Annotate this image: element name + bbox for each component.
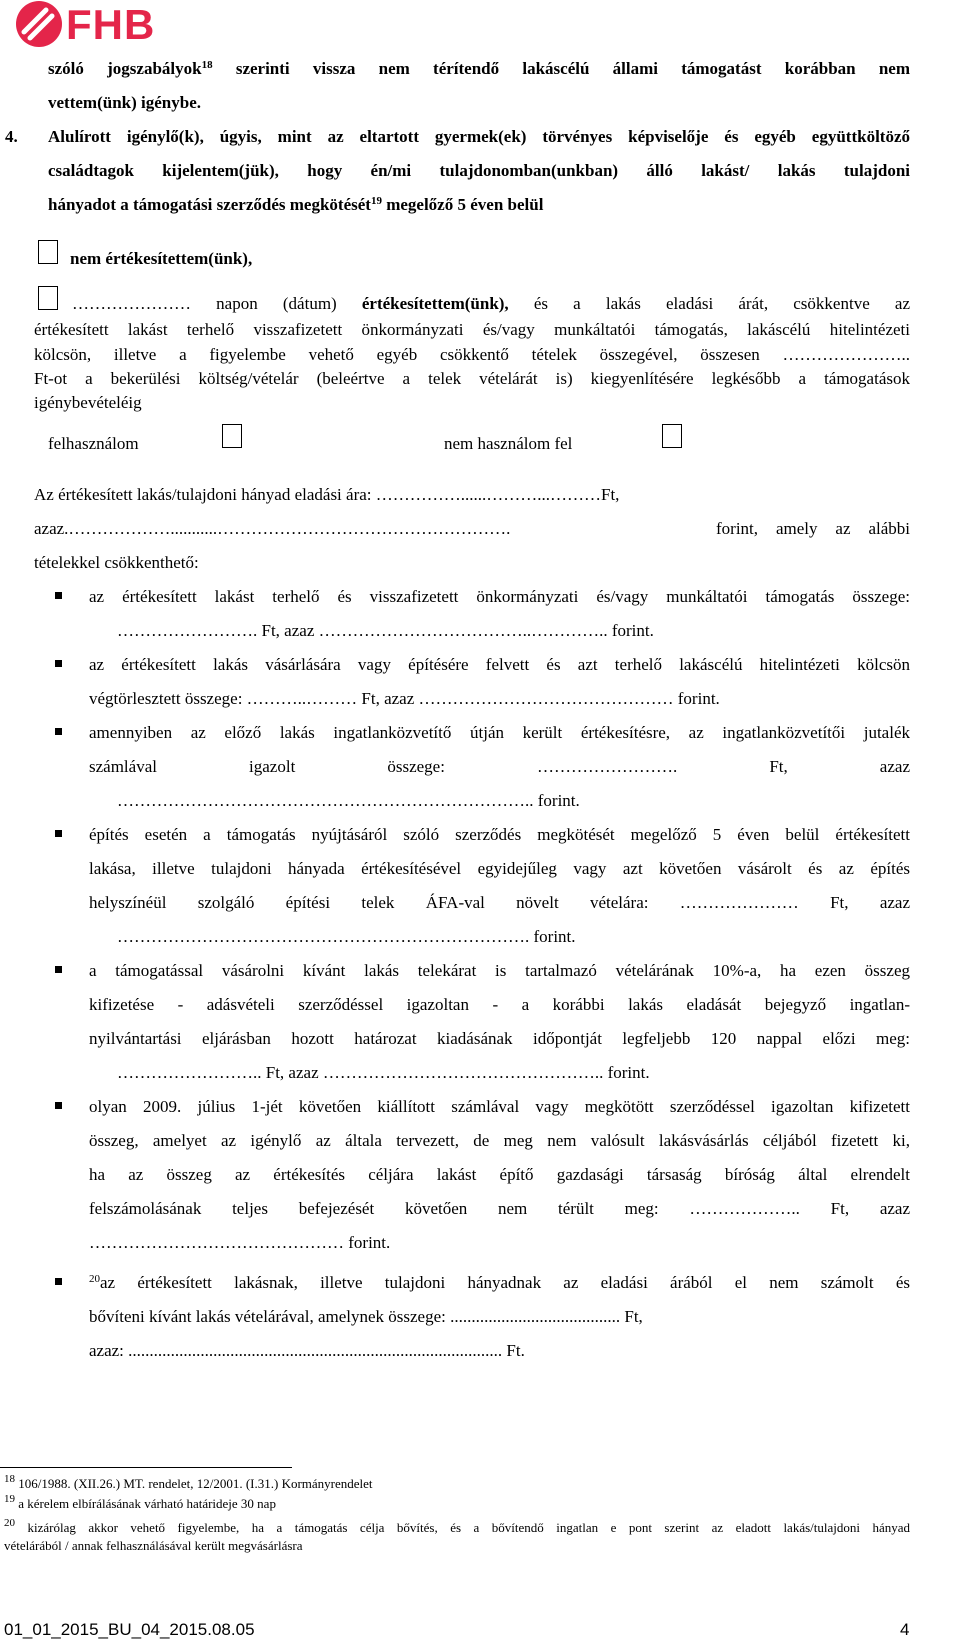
sale-price-line: Az értékesített lakás/tulajdoni hányad eladási ára: ……………......………...………Ft,: [34, 485, 620, 504]
sale-azaz-tail: forint, amely az alábbi: [716, 519, 910, 538]
b3-line1: amennyiben az előző lakás ingatlanközvetítő útján került értékesítésre, az ingatlanközvetítői jutalék: [89, 723, 910, 742]
b4-line4: ………………………………………………………………. forint.: [117, 927, 576, 946]
b5-line2: kifizetése - adásvételi szerződéssel igazoltan - a korábbi lakás eladását bejegyző ingatlan-: [89, 995, 910, 1014]
reduce-heading: tételekkel csökkenthető:: [34, 553, 199, 572]
not-uses-checkbox[interactable]: [662, 424, 682, 448]
b1-line1: az értékesített lakást terhelő és visszafizetett önkormányzati és/vagy munkáltatói támogatás összege:: [89, 587, 910, 606]
b5-line3: nyilvántartási eljárásban hozott határozat kiadásának időpontját legfeljebb 120 nappal előzi meg:: [89, 1029, 910, 1048]
b4-line1: építés esetén a támogatás nyújtásáról szóló szerződés megkötését megelőző 5 éven belül értékesített: [89, 825, 910, 844]
document-id: 01_01_2015_BU_04_2015.08.05: [4, 1620, 255, 1639]
page-number: 4: [900, 1620, 910, 1639]
sold-line5: igénybevételéig: [34, 393, 142, 412]
b6-line3: ha az összeg az értékesítés céljára lakást építő gazdasági társaság bíróság által elrendelt: [89, 1165, 910, 1184]
p4-line3: hányadot a támogatási szerződés megkötését$^{19}$ megelőző 5 éven belül: [48, 195, 544, 214]
sold-line3: kölcsön, illetve a figyelembe vehető egyéb csökkentő tételek összegével, összesen …………………..: [34, 345, 910, 364]
bullet-marker: [55, 966, 62, 973]
bullet-marker: [55, 592, 62, 599]
p3-line1: szóló jogszabályok$^{18}$ szerinti vissza nem térítendő lakáscélú állami támogatást korábban nem: [48, 59, 911, 78]
b7-line3: azaz: ........................................................................................ Ft.: [89, 1341, 525, 1360]
footnote-20-cont: vételárából / annak felhasználásával került megvásárlásra: [4, 1538, 303, 1553]
sale-azaz-dots: azaz.………………...........…………………………………………….: [34, 519, 511, 538]
footnote-19: $^{19}$ a kérelem elbírálásának várható határideje 30 nap: [4, 1493, 276, 1511]
b3-line3: ……………………………………………………………….. forint.: [117, 791, 580, 810]
b5-line1: a támogatással vásárolni kívánt lakás telekárat is tartalmazó vételárának 10%-a, ha ezen összeg: [89, 961, 910, 980]
not-sold-checkbox[interactable]: [38, 240, 58, 264]
b5-line4: …………………….. Ft, azaz ………………………………………….. forint.: [117, 1063, 650, 1082]
p4-line2: családtagok kijelentem(jük), hogy én/mi tulajdonomban(unkban) álló lakást/ lakás tulajdoni: [48, 161, 910, 180]
footnote-rule: [0, 1467, 292, 1468]
bullet-marker: [55, 1278, 62, 1285]
logo-text: FHB: [66, 1, 156, 48]
sold-checkbox[interactable]: [38, 286, 58, 310]
bullet-marker: [55, 1102, 62, 1109]
footnote-20: $^{20}$ kizárólag akkor vehető figyelembe, ha a támogatás célja bővítés, és a bővítendő ingatlan e pont szerint az eladott lakás/tulajdoni hányad: [4, 1517, 911, 1535]
uses-checkbox[interactable]: [222, 424, 242, 448]
sold-line1: ………………… napon (dátum) értékesítettem(ünk), és a lakás eladási árát, csökkentve az: [72, 294, 910, 313]
b4-line3: helyszínéül szolgáló építési telek ÁFA-val növelt vételára: ………………… Ft, azaz: [89, 893, 910, 912]
bullet-marker: [55, 660, 62, 667]
b4-line2: lakása, illetve tulajdoni hányada értékesítésével egyidejűleg vagy azt követően vásárolt és az építés: [89, 859, 910, 878]
footnote-18: $^{18}$ 106/1988. (XII.26.) MT. rendelet, 12/2001. (I.31.) Kormányrendelet: [4, 1473, 373, 1491]
not-sold-label: nem értékesítettem(ünk),: [70, 249, 253, 268]
b2-line2: végtörlesztett összege: ………..……… Ft, azaz ……………………………………… forint.: [89, 689, 720, 708]
b6-line5: ……………………………………… forint.: [89, 1233, 391, 1252]
b6-line4: felszámolásának teljes befejezését követően nem térült meg: ……………….. Ft, azaz: [89, 1199, 910, 1218]
b3-line2: számlával igazolt összege: ……………………. Ft, azaz: [89, 757, 910, 776]
b2-line1: az értékesített lakás vásárlására vagy építésére felvett és azt terhelő lakáscélú hitelintézeti kölcsön: [89, 655, 910, 674]
uses-label: felhasználom: [48, 434, 139, 453]
b1-line2: ……………………. Ft, azaz ………………………………..………….. forint.: [117, 621, 654, 640]
sold-line2: értékesített lakást terhelő visszafizetett önkormányzati és/vagy munkáltatói támogatás, lakáscélú hitelintézeti: [34, 320, 910, 339]
b7-line1: $^{20}$az értékesített lakásnak, illetve tulajdoni hányadnak az eladási árából el nem számolt és: [89, 1273, 910, 1292]
bullet-marker: [55, 728, 62, 735]
p4-number: 4.: [5, 127, 18, 146]
bullet-marker: [55, 830, 62, 837]
sold-line4: Ft-ot a bekerülési költség/vételár (beleértve a telek vételárát is) kiegyenlítésére legkésőbb a támogatások: [34, 369, 910, 388]
b7-line2: bővíteni kívánt lakás vételárával, amelynek összege: ........................................ Ft,: [89, 1307, 643, 1326]
p4-line1: Alulírott igénylő(k), úgyis, mint az eltartott gyermek(ek) törvényes képviselője és egyéb együttköltöző: [48, 127, 910, 146]
p3-line2: vettem(ünk) igénybe.: [48, 93, 201, 112]
b6-line2: összeg, amelyet az igénylő az általa tervezett, de meg nem valósult lakásvásárlás céljából fizetett ki,: [89, 1131, 910, 1150]
not-uses-label: nem használom fel: [444, 434, 573, 453]
b6-line1: olyan 2009. július 1-jét követően kiállított számlával vagy megkötött szerződéssel igazoltan kifizetett: [89, 1097, 910, 1116]
